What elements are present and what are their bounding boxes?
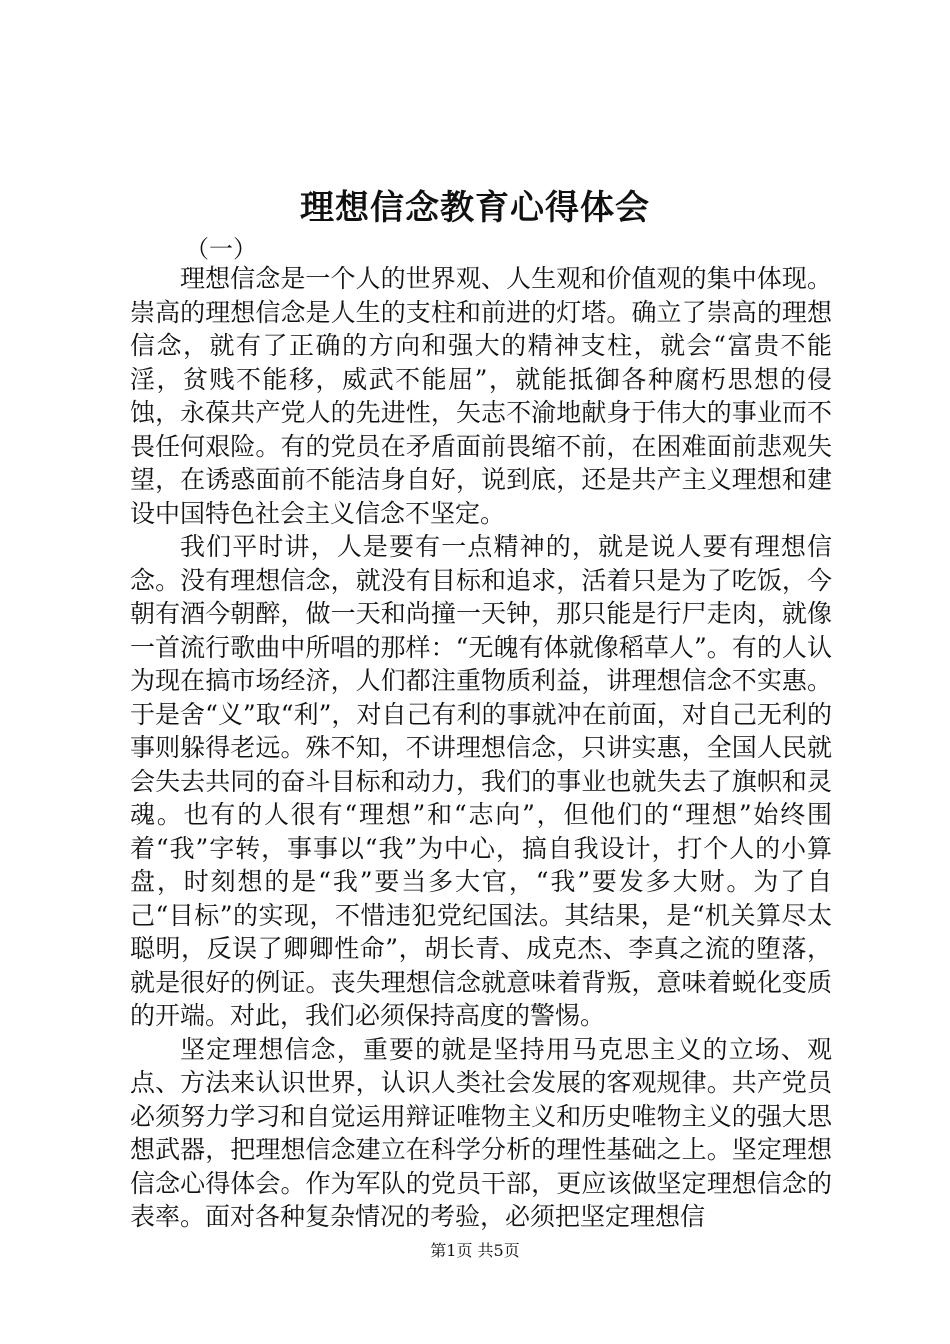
paragraph: 坚定理想信念，重要的就是坚持用马克思主义的立场、观点、方法来认识世界，认识人类社会发展的客观规律。共产党员必须努力学习和自觉运用辩证唯物主义和历史唯物主义的强大思想武器，把理想信念建立在科学分析的理性基础之上。坚定理想信念心得体会。作为军队的党员干部，更应该做坚定理想信念的表率。面对各种复杂情况的考验，必须把坚定理想信 (130, 1034, 832, 1231)
document-body (130, 262, 832, 1234)
page-footer: 第1页 共5页 (430, 1241, 520, 1260)
paragraph: 我们平时讲，人是要有一点精神的，就是说人要有理想信念。没有理想信念，就没有目标和追求，活着只是为了吃饭，今朝有酒今朝醉，做一天和尚撞一天钟，那只能是行尸走肉，就像一首流行歌曲中所唱的那样：“无魄有体就像稻草人”。有的人认为现在搞市场经济，人们都注重物质利益，讲理想信念不实惠。于是舍“义”取“利”，对自己有利的事就冲在前面，对自己无利的事则躲得老远。殊不知，不讲理想信念，只讲实惠，全国人民就会失去共同的奋斗目标和动力，我们的事业也就失去了旗帜和灵魂。也有的人很有“理想”和“志向”，但他们的“理想”始终围着“我”字转，事事以“我”为中心，搞自我设计，打个人的小算盘，时刻想的是“我”要当多大官，“我”要发多大财。为了自己“目标”的实现，不惜违犯党纪国法。其结果，是“机关算尽太聪明，反误了卿卿性命”，胡长青、成克杰、李真之流的堕落，就是很好的例证。丧失理想信念就意味着背叛，意味着蜕化变质的开端。对此，我们必须保持高度的警惕。 (130, 532, 832, 1030)
paragraph: 理想信念是一个人的世界观、人生观和价值观的集中体现。崇高的理想信念是人生的支柱和前进的灯塔。确立了崇高的理想信念，就有了正确的方向和强大的精神支柱，就会“富贵不能淫，贫贱不能移，威武不能屈”，就能抵御各种腐朽思想的侵蚀，永葆共产党人的先进性，矢志不渝地献身于伟大的事业而不畏任何艰险。有的党员在矛盾面前畏缩不前，在困难面前悲观失望，在诱惑面前不能洁身自好，说到底，还是共产主义理想和建设中国特色社会主义信念不坚定。 (130, 264, 832, 528)
section-number: （一） (185, 235, 257, 263)
document-title: 理想信念教育心得体会 (300, 188, 650, 228)
